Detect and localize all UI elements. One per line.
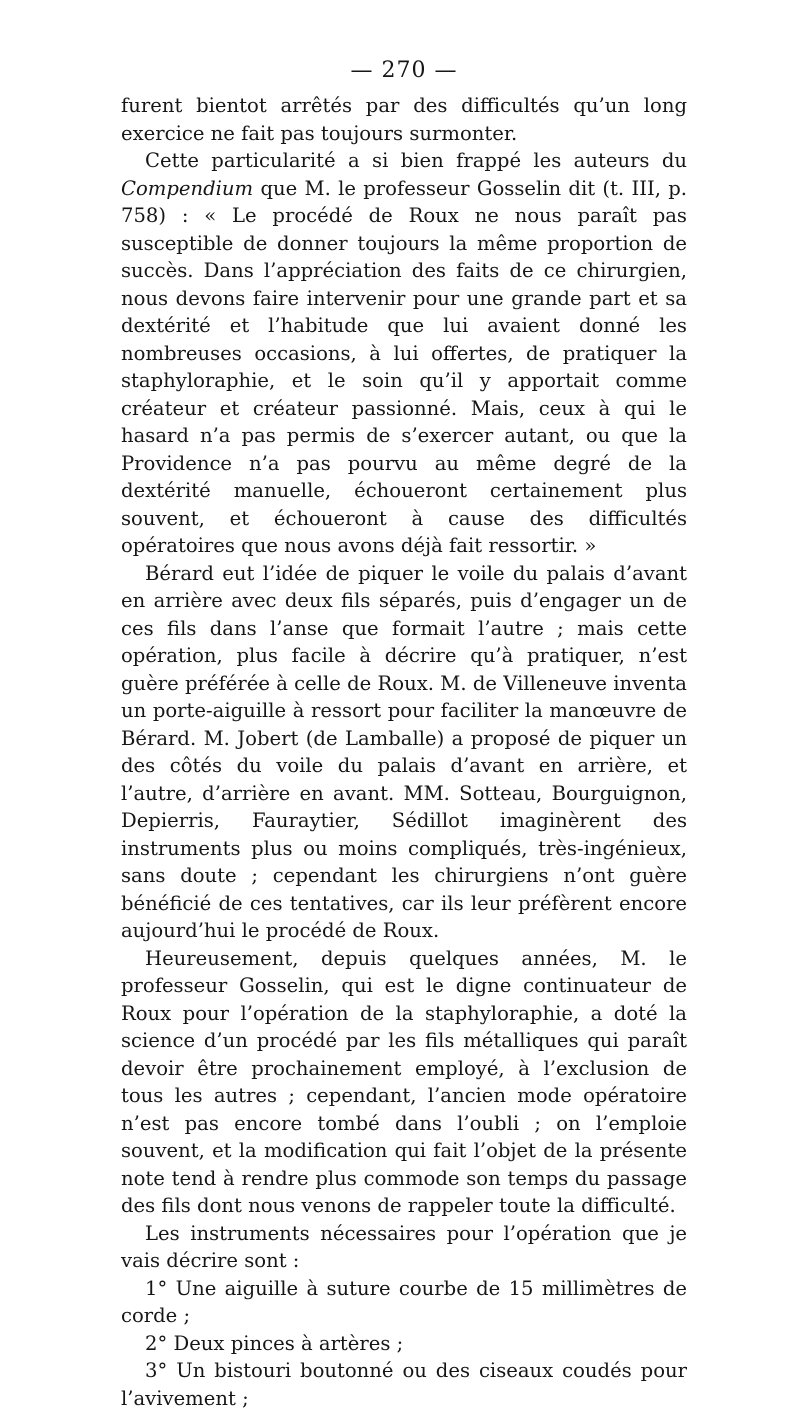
book-page (121, 58, 687, 1412)
paragraph-continuation: furent bientot arrêtés par des difficultés qu’un long exercice ne fait pas toujours surmonter. (121, 94, 687, 145)
paragraph-berard: Bérard eut l’idée de piquer le voile du palais d’avant en arrière avec deux fils séparés, puis d’engager un de ces fils dans l’anse que formait l’autre ; mais cette opération, plus facile à décrire qu’à pratiquer, n’est guère préférée à celle de Roux. M. de Villeneuve inventa un porte-aiguille à ressort pour faciliter la manœuvre de Bérard. M. Jobert (de Lamballe) a proposé de piquer un des côtés du voile du palais d’avant en arrière, et l’autre, d’arrière en avant. MM. Sotteau, Bourguignon, Depierris, Fauraytier, Sédillot imaginèrent des instruments plus ou moins compliqués, très-ingénieux, sans doute ; cependant les chirurgiens n’ont guère bénéficié de ces tentatives, car ils leur préfèrent encore aujourd’hui le procédé de Roux. (121, 561, 687, 942)
paragraph-text: Cette particularité a si bien frappé les auteurs du (145, 149, 687, 172)
list-item: 2° Deux pinces à artères ; (145, 1331, 404, 1355)
book-title-emphasis: Compendium (121, 176, 254, 200)
list-item: 1° Une aiguille à suture courbe de 15 millimètres de corde ; (121, 1276, 687, 1327)
page-number: — 270 — (350, 58, 458, 83)
list-item: 3° Un bistouri boutonné ou des ciseaux coudés pour l’avivement ; (121, 1359, 687, 1410)
paragraph-compendium-quote (121, 147, 687, 560)
paragraph-text: que M. le professeur Gosselin dit (t. III, p. 758) : « Le procédé de Roux ne nous paraît pas susceptible de donner toujours la même proportion de succès. Dans l’appréciation des faits de ce chirurgien, nous devons faire intervenir pour une grande part et sa dextérité et l’habitude que lui avaient donné les nombreuses occasions, à lui offertes, de pratiquer la staphyloraphie, et le soin qu’il y apportait comme créateur et créateur passionné. Mais, ceux à qui le hasard n’a pas permis de s’exercer autant, ou que la Providence n’a pas pourvu au même degré de la dextérité manuelle, échoueront certainement plus souvent, et échoueront à cause des difficultés opératoires que nous avons déjà fait ressortir. » (121, 176, 687, 557)
paragraph-instruments-intro: Les instruments nécessaires pour l’opération que je vais décrire sont : (121, 1221, 687, 1272)
paragraph-gosselin: Heureusement, depuis quelques années, M. le professeur Gosselin, qui est le digne continuateur de Roux pour l’opération de la staphyloraphie, a doté la science d’un procédé par les fils métalliques qui paraît devoir être prochainement employé, à l’exclusion de tous les autres ; cependant, l’ancien mode opératoire n’est pas encore tombé dans l’oubli ; on l’emploie souvent, et la modification qui fait l’objet de la présente note tend à rendre plus commode son temps du passage des fils dont nous venons de rappeler toute la difficulté. (121, 946, 687, 1217)
